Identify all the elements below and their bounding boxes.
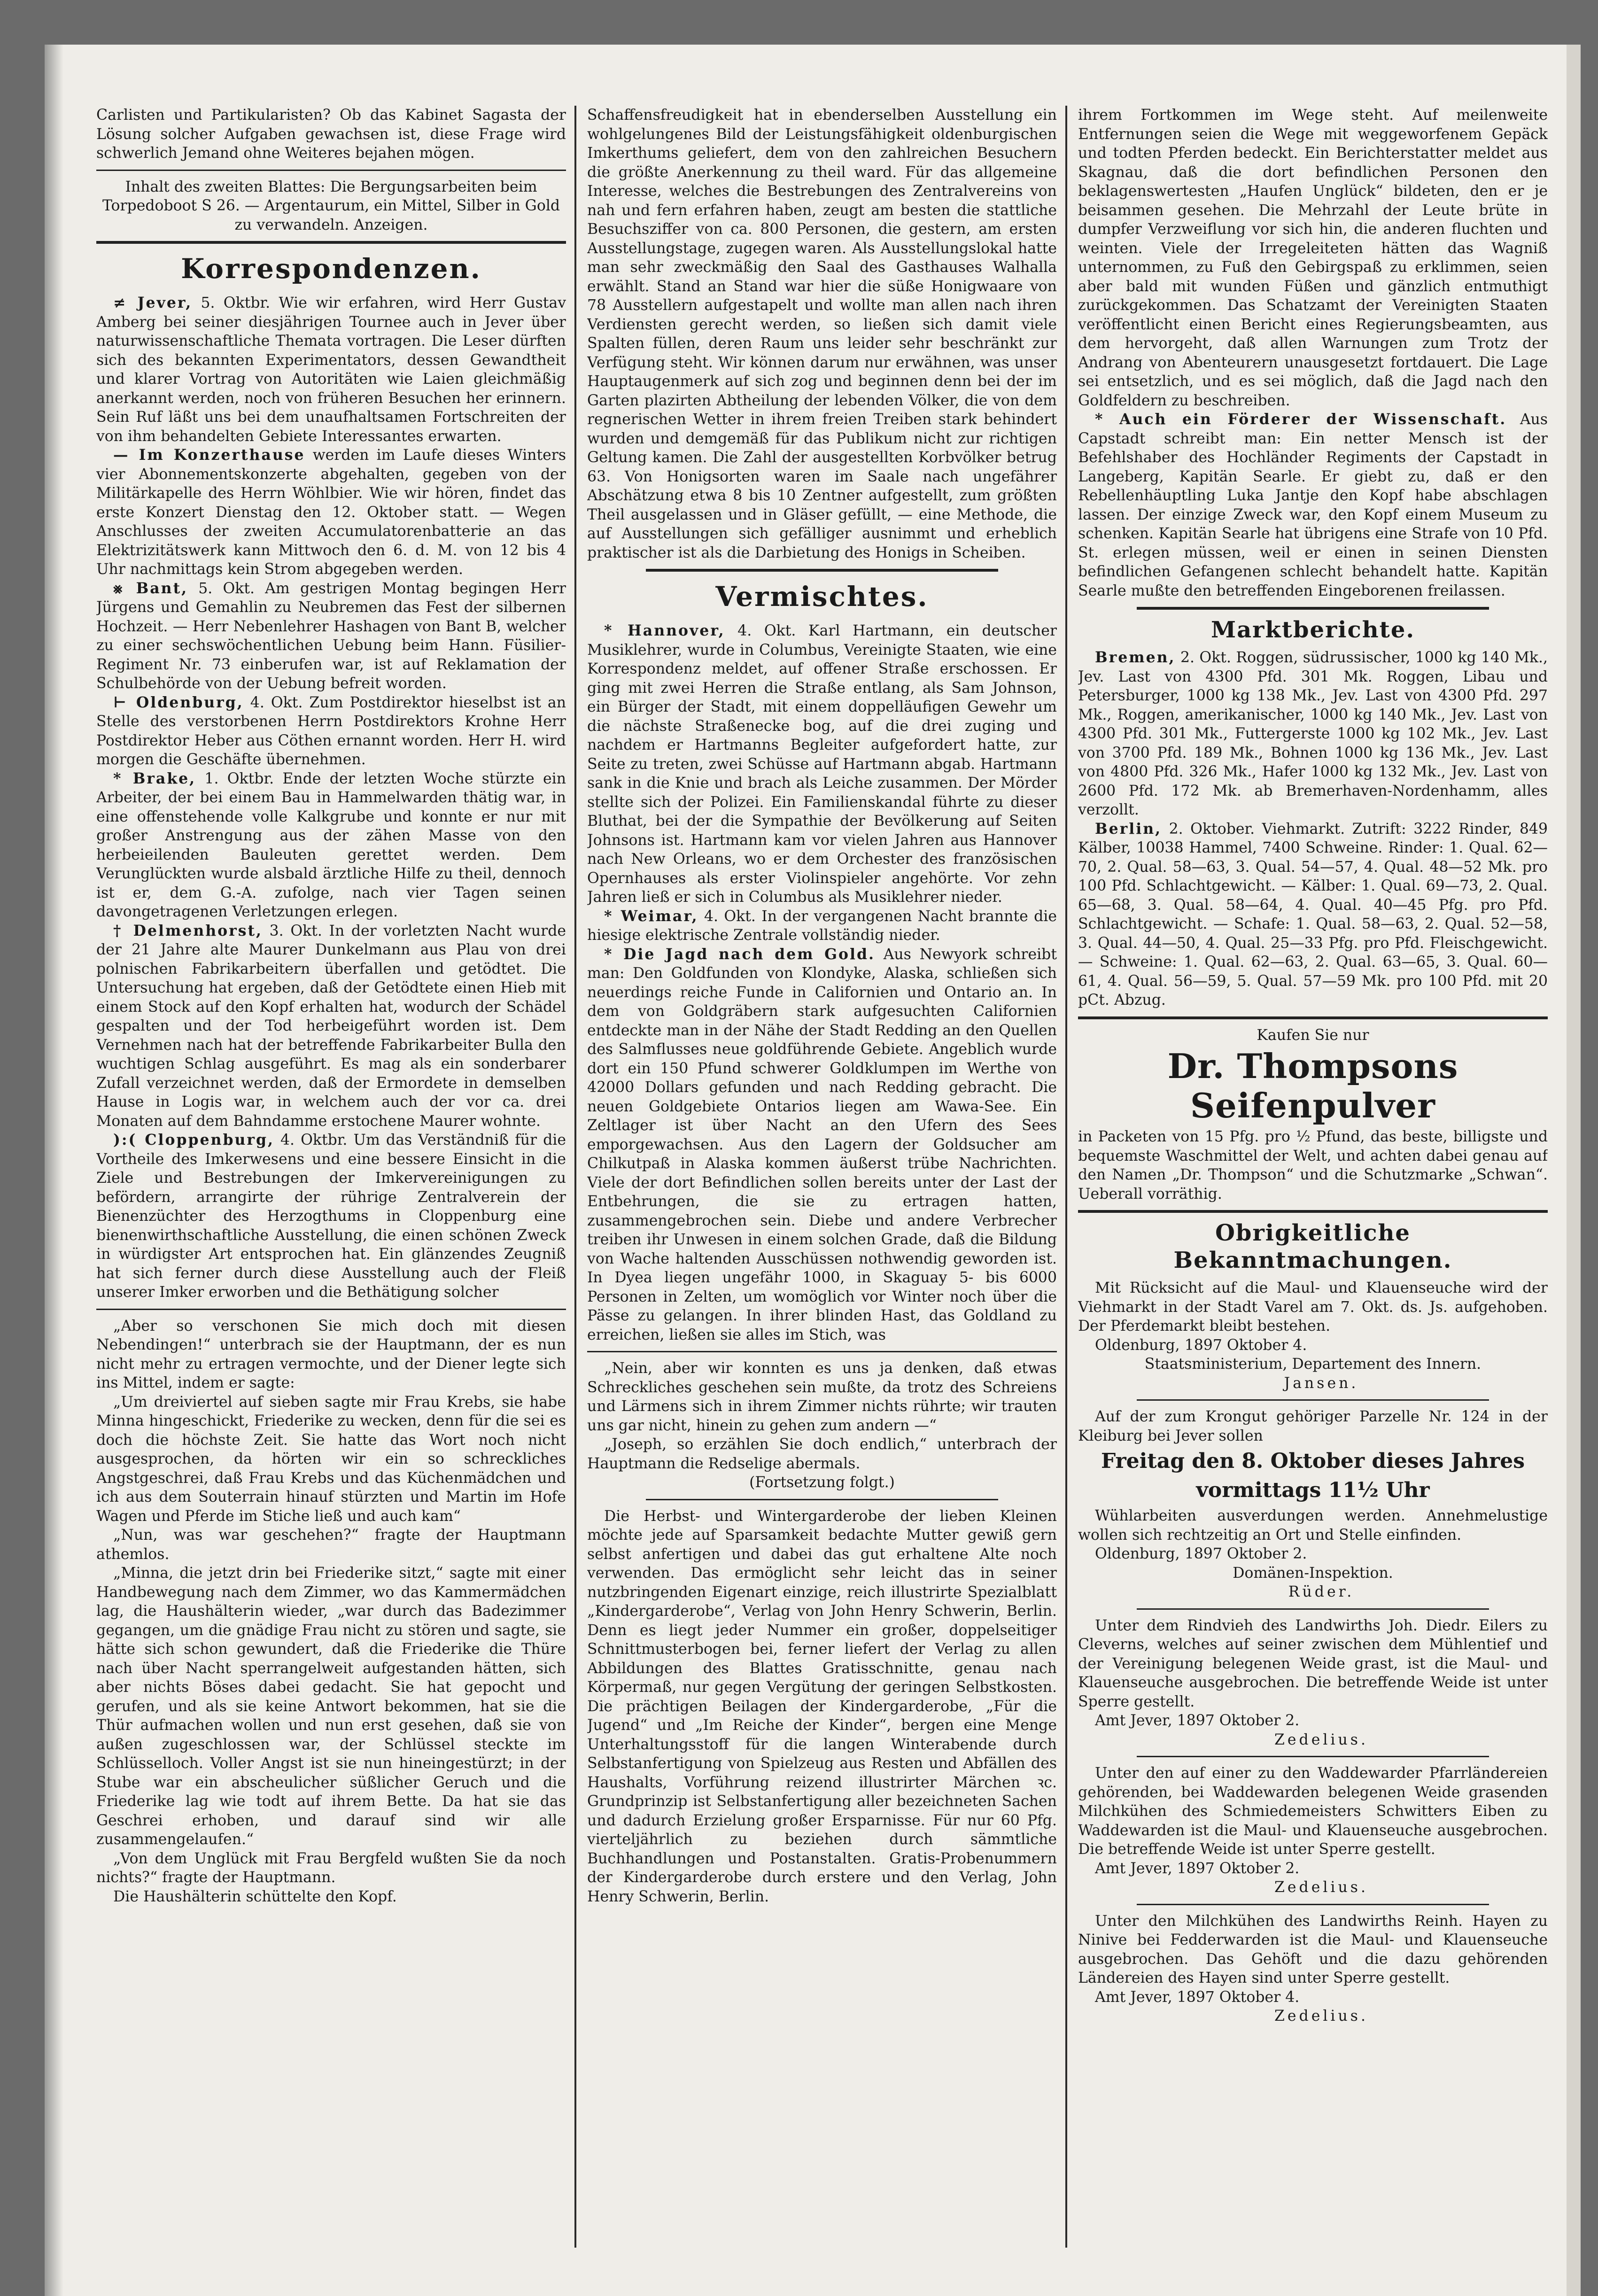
news-text: 4. Okt. Zum Postdirektor hieselbst ist an Stelle des verstorbenen Herrn Postdirektors Krohne Herr Postdirektor Heber aus Cöthen ernannt worden. Herr H. wird morgen die Geschäfte übernehmen. [96, 694, 566, 768]
news-item [96, 294, 566, 446]
ad-body: Packeten von 15 Pfg. pro ½ Pfund, das beste, billigste und bequemste Waschmittel der Welt, und achten dabei genau auf den Namen „Dr. Thompson“ und die Schutzmarke „Schwan“. Ueberall vorräthig. [1078, 1128, 1548, 1202]
dateline: * Die Jagd nach dem Gold. [604, 945, 875, 963]
news-text: Aus Capstadt schreibt man: Ein netter Mensch ist der Befehlshaber des Hochländer Regiments der Capstadt in Langeberg, Kapitän Searle. Er giebt zu, daß er den Rebellenhäuptling Luka Jantje den Kopf habe abschlagen lassen. Der einzige Zweck war, den Kopf einem Museum zu schenken. Kapitän Searle hat übrigens eine Strafe von 10 Pfd. St. erlegen müssen, weil er einen in seinen Diensten befindlichen Gefangenen schlecht behandelt hatte. Kapitän Searle mußte den betreffenden Eingeborenen freilassen. [1078, 411, 1548, 599]
notice-signature: Zedelius. [1274, 1879, 1368, 1896]
notice-text: Wühlarbeiten ausverdungen werden. Annehmelustige wollen sich rechtzeitig an Ort und Stelle einfinden. [1078, 1507, 1548, 1544]
news-item [96, 446, 566, 579]
news-item [96, 579, 566, 693]
divider [1137, 1756, 1489, 1757]
news-text: 4. Okt. Karl Hartmann, ein deutscher Musiklehrer, wurde in Columbus, Vereinigte Staaten, wie eine Korrespondenz meldet, auf offener Straße erschossen. Er ging mit zwei Herren die Straße entlang, als Sam Johnson, ein Bürger der Stadt, mit einem doppelläufigen Gewehr um die nächste Straßenecke bog, auf die drei zuging und nachdem er Hartmanns Begleiter aufgefordert hatte, zur Seite zu treten, zwei Schüsse auf Hartmann abgab. Hartmann sank in die Knie und brach als Leiche zusammen. Der Mörder stellte sich der Polizei. Ein Familienskandal führte zu dieser Bluthat, bei der die Sympathie der Bevölkerung auf Seiten Johnsons ist. Hartmann kam vor vielen Jahren aus Hannover nach New Orleans, wo er dem Orchester des französischen Opernhauses als erster Violinspieler angehörte. Vor zehn Jahren ließ er sich in Columbus als Musiklehrer nieder. [587, 622, 1057, 906]
divider [1137, 1608, 1489, 1610]
news-text: Aus Newyork schreibt man: Den Goldfunden von Klondyke, Alaska, schließen sich neuerdings reiche Funde in Californien und Ontario an. In dem von Goldgräbern stark aufgesuchten Californien entdeckte man in der Nähe der Stadt Redding an den Quellen des Salmflusses neue goldführende Gebiete. Angeblich wurde dort ein 150 Pfund schwerer Goldklumpen im Werthe von 42000 Dollars gefunden und nach Redding gebracht. Die neuen Goldgebiete Ontarios liegen am Wawa-See. Ein Zeltlager ist über Nacht an den Ufern des Sees emporgewachsen. Aus den Lagern der Goldsucher am Chilkutpaß in Alaska kommen äußerst trübe Nachrichten. Viele der dort Befindlichen sollen bereits unter der Last der Entbehrungen, die sie zu ertragen hatten, zusammengebrochen sein. Diebe und andere Verbrecher treiben ihr Unwesen in einem solchen Grade, daß die Bildung von Wache haltenden Ausschüssen nothwendig geworden ist. In Dyea liegen ungefähr 1000, in Skaguay 5- bis 6000 Personen in Zelten, um womöglich vor Winter noch über die Pässe zu gelangen. In ihrer blinden Hast, das Goldland zu erreichen, ließen sie alles im Stich, was [587, 946, 1057, 1343]
notice-text: Auf der zum Krongut gehöriger Parzelle Nr. 124 in der Kleiburg bei Jever sollen [1078, 1408, 1548, 1444]
dateline: * Weimar, [604, 907, 698, 925]
notice-date: Amt Jever, 1897 Oktober 2. [1095, 1860, 1300, 1877]
divider [1078, 1210, 1548, 1213]
dateline: * Hannover, [604, 622, 725, 639]
dateline: Bremen, [1095, 649, 1176, 666]
news-item [96, 922, 566, 1131]
news-item [96, 693, 566, 769]
notice-date: Oldenburg, 1897 Oktober 4. [1095, 1336, 1307, 1354]
notice-text: Unter den Milchkühen des Landwirths Reinh. Hayen zu Ninive bei Fedderwarden ist die Maul- und Klauenseuche ausgebrochen. Das Gehöft und die dazu gehörenden Ländereien des Hayen sind unter Sperre gestellt. [1078, 1912, 1548, 1986]
news-item [96, 769, 566, 922]
divider [646, 1499, 998, 1500]
news-text: werden im Laufe dieses Winters vier Abonnementskonzerte abgehalten, gegeben von der Militärkapelle des Herrn Wöhlbier. Wie wir hören, findet das erste Konzert Dienstag den 12. Oktober statt. — Wegen Anschlusses der zweiten Accumulatorenbatterie an das Elektrizitätswerk kann Mittwoch den 6. d. M. von 12 bis 4 Uhr nachmittags kein Strom abgegeben werden. [96, 447, 566, 578]
notice-date: Amt Jever, 1897 Oktober 4. [1095, 1988, 1300, 2006]
divider [96, 241, 566, 244]
story-paragraph: „Um dreiviertel auf sieben sagte mir Frau Krebs, sie habe Minna hingeschickt, Friederike zu wecken, denn für die sei es doch die höchste Zeit. Sie hatte das Wort noch nicht ausgesprochen, da hörten wir ein so schreckliches Angstgeschrei, daß Frau Krebs und das Küchenmädchen und ich aus dem Souterrain hinauf stürzten und Martin im Hofe Wagen und Pferde im Stiche ließ und auch kam“ [96, 1393, 566, 1525]
continuation-note: (Fortsetzung folgt.) [749, 1474, 895, 1491]
news-item [96, 1131, 566, 1302]
ad-brand: Dr. Thompsons Seifenpulver [1167, 1046, 1458, 1125]
newspaper-page [45, 45, 1581, 2296]
notice-date: Amt Jever, 1897 Oktober 2. [1095, 1712, 1300, 1729]
divider [96, 170, 566, 171]
story-paragraph: Die Haushälterin schüttelte den Kopf. [113, 1888, 397, 1905]
market-report [1078, 648, 1548, 820]
notice-text: Unter dem Rindvieh des Landwirths Joh. Diedr. Eilers zu Cleverns, welches auf seiner zwischen dem Mühlentief und der Vereinigung belegenen Weide grast, ist die Maul- und Klauenseuche ausgebrochen. Die betreffende Weide ist unter Sperre gestellt. [1078, 1617, 1548, 1710]
story-paragraph: „Nun, was war geschehen?“ fragte der Hauptmann athemlos. [96, 1527, 566, 1563]
column-2 [587, 106, 1057, 2248]
market-text: 2. Oktober. Viehmarkt. Zutrift: 3222 Rinder, 849 Kälber, 10038 Hammel, 7400 Schweine. Rinder: 1. Qual. 62—70, 2. Qual. 58—63, 3. Qual. 54—57, 4. Qual. 48—52 Mk. pro 100 Pfd. Schlachtgewicht. — Kälber: 1. Qual. 69—73, 2. Qual. 65—68, 3. Qual. 58—64, 4. Qual. 40—45 Pfg. pro Pfd. Schlachtgewicht. — Schafe: 1. Qual. 58—63, 2. Qual. 52—58, 3. Qual. 44—50, 4. Qual. 25—33 Pfg. pro Pfd. Fleischgewicht. — Schweine: 1. Qual. 62—63, 2. Qual. 63—65, 3. Qual. 60—61, 4. Qual. 56—59, 5. Qual. 57—59 Mk. pro 100 Pfd. mit 20 pCt. Abzug. [1078, 820, 1548, 1008]
dateline: — Im Konzerthause [113, 446, 305, 464]
market-report [1078, 820, 1548, 1010]
news-text: 5. Okt. Am gestrigen Montag begingen Herr Jürgens und Gemahlin zu Neubremen das Fest der silbernen Hochzeit. — Herr Nebenlehrer Hashagen von Bant B, welcher zu einer sechswöchentlichen Uebung beim Hann. Füsilier-Regiment Nr. 73 einberufen war, ist auf Reklamation der Schulbehörde von der Uebung befreit worden. [96, 580, 566, 692]
divider [1137, 607, 1489, 610]
divider [96, 1309, 566, 1310]
dateline: ⊢ Oldenburg, [113, 693, 244, 711]
divider [587, 1351, 1057, 1352]
dateline: † Delmenhorst, [113, 922, 263, 939]
section-heading: Vermischtes. [715, 581, 929, 613]
column-3 [1078, 106, 1548, 2248]
advertorial-text: Die Herbst- und Wintergarderobe der lieben Kleinen möchte jede auf Sparsamkeit bedachte Mutter gewiß gern selbst anfertigen und dabei das gut erhaltene Alte noch verwenden. Das ermöglicht sehr leicht das in seiner nutzbringenden Eigenart einzige, reich illustrirte Spezialblatt „Kindergarderobe“, Verlag von John Henry Schwerin, Berlin. Denn es liegt jeder Nummer ein großer, doppelseitiger Schnittmusterbogen bei, ferner liefert der Verlag zu allen Abbildungen des Blattes Gratisschnitte, genau nach Körpermaß, nur gegen Vergütung der geringen Selbstkosten. Die prächtigen Beilagen der Kindergarderobe, „Für die Jugend“ und „Im Reiche der Kinder“, bergen eine Menge Unterhaltungsstoff für die langen Winterabende durch Selbstanfertigung von Spielzeug aus Resten und Abfällen des Haushalts, Vorführung reizend illustrirter Märchen ꝛc. Grundprinzip ist Selbstanfertigung aller bezeichneten Sachen und dadurch Erzielung großer Ersparnisse. Für nur 60 Pfg. vierteljährlich zu beziehen durch sämmtliche Buchhandlungen und Postanstalten. Gratis-Probenummern der Kindergarderobe durch erstere und den Verlag, John Henry Schwerin, Berlin. [587, 1507, 1057, 1905]
column-rule [1065, 106, 1067, 2248]
story-paragraph: „Aber so verschonen Sie mich doch mit diesen Nebendingen!“ unterbrach sie der Hauptmann, der es nun nicht mehr zu ertragen vermochte, und der Diener legte sich ins Mittel, indem er sagte: [96, 1317, 566, 1391]
section-heading: Marktberichte. [1210, 617, 1415, 643]
divider [646, 569, 998, 572]
notice-office: Staatsministerium, Departement des Innern. [1144, 1356, 1482, 1373]
dateline: Berlin, [1095, 820, 1162, 838]
ad-block [1078, 1047, 1548, 1203]
news-item [1078, 410, 1548, 600]
story-paragraph: „Joseph, so erzählen Sie doch endlich,“ unterbrach der Hauptmann die Redselige abermals. [587, 1436, 1057, 1472]
page-shadow [45, 45, 63, 2296]
news-item [587, 945, 1057, 1345]
dateline: ⨳ Bant, [113, 579, 188, 597]
notice-text: Unter den auf einer zu den Waddewarder Pfarrländereien gehörenden, bei Waddewarden belegenen Weide grasenden Milchkühen des Schmiedemeisters Schwitters Eiben zu Waddewarden ist die Maul- und Klauenseuche ausgebrochen. Die betreffende Weide ist unter Sperre gestellt. [1078, 1765, 1548, 1858]
ad-text [1078, 1127, 1548, 1203]
notice-date: Oldenburg, 1897 Oktober 2. [1095, 1545, 1307, 1562]
ad-kicker: Kaufen Sie nur [1257, 1026, 1369, 1044]
notice-highlight: vormittags 11½ Uhr [1196, 1478, 1430, 1502]
contents-box: Inhalt des zweiten Blattes: Die Bergungsarbeiten beim Torpedoboot S 26. — Argentaurum, ein Mittel, Silber in Gold zu verwandeln. Anzeigen. [102, 178, 560, 233]
story-paragraph: „Von dem Unglück mit Frau Bergfeld wußten Sie da noch nichts?“ fragte der Hauptmann. [96, 1850, 566, 1886]
divider [1137, 1904, 1489, 1905]
page-edge [1567, 45, 1581, 2296]
notice-signature: Jansen. [1284, 1374, 1359, 1392]
divider [1078, 1016, 1548, 1019]
section-heading: Obrigkeitliche Bekanntmachungen. [1173, 1220, 1452, 1273]
notice-signature: Rüder. [1288, 1583, 1355, 1600]
notice-signature: Zedelius. [1274, 2008, 1368, 2025]
section-heading: Korrespondenzen. [181, 253, 481, 285]
dateline: * Auch ein Förderer der Wissenschaft. [1095, 411, 1507, 428]
dateline: * Brake, [113, 769, 196, 787]
notice-highlight: Freitag den 8. Oktober dieses Jahres [1101, 1449, 1525, 1473]
dateline: ):( Cloppenburg, [113, 1131, 274, 1148]
news-text: 1. Oktbr. Ende der letzten Woche stürzte ein Arbeiter, der bei einem Bau in Hammelwarden thätig war, in eine offenstehende volle Kalkgrube und konnte er nur mit großer Anstrengung aus der zähen Masse von den herbeieilenden Bauleuten gerettet werden. Dem Verunglückten wurde alsbald ärztliche Hilfe zu theil, dennoch ist er, dem G.-A. zufolge, nach vier Tagen seinen davongetragenen Verletzungen erlegen. [96, 770, 566, 920]
article-text: Schaffensfreudigkeit hat in ebenderselben Ausstellung ein wohlgelungenes Bild der Leistungsfähigkeit oldenburgischen Imkerthums geliefert, dem von den zahlreichen Besuchern die größte Anerkennung zu theil ward. Für das allgemeine Interesse, welches die Bestrebungen des Zentralvereins von nah und fern erfahren haben, zeugt am besten die stattliche Besuchsziffer von ca. 800 Personen, die gestern, am ersten Ausstellungstage, zugegen waren. Als Ausstellungslokal hatte man sehr zweckmäßig den Saal des Gasthauses Walhalla erwählt. Stand an Stand war hier die süße Honigwaare von 78 Ausstellern aufgestapelt und wollte man allen nach ihren Verdiensten gerecht werden, so ließen sich damit viele Spalten füllen, deren Raum uns leider sehr beschränkt zur Verfügung steht. Wir können darum nur erwähnen, was unser Hauptaugenmerk auf sich zog und beginnen denn bei der im Garten plazirten Abtheilung der lebenden Völker, die von dem regnerischen Wetter in ihrem freien Treiben stark behindert wurden und demgemäß für das Publikum nicht zur richtigen Geltung kamen. Die Zahl der ausgestellten Korbvölker betrug 63. Von Honigsorten waren im Saale nach ungefährer Abschätzung etwa 8 bis 10 Zentner aufgestellt, zum größten Theil ausgelassen und in Gläser gefüllt, — eine Methode, die auf Ausstellungen sich gefälliger ausnimmt und erheblich praktischer ist als die Darbietung des Honigs in Scheiben. [587, 107, 1057, 561]
story-paragraph: „Minna, die jetzt drin bei Friederike sitzt,“ sagte mit einer Handbewegung nach dem Zimmer, wo das Kammermädchen lag, die Haushälterin wieder, „war durch das Badezimmer gegangen, um die gnädige Frau nicht zu stören und sagte, sie hätte sich schon gewundert, daß die Friederike die Thüre nach über Nacht sperrangelweit aufgestanden hätten, sich aber nichts Böses dabei gedacht. Sie hat gepocht und gerufen, und als sie keine Antwort bekommen, hat sie die Thür aufmachen wollen und nun erst gesehen, daß sie von außen zugeschlossen war, der Schlüssel steckte im Schlüsselloch. Voller Angst ist sie nun hineingestürzt; in der Stube war ein abscheulicher süßlicher Geruch und die Friederike lag wie todt auf ihrem Bette. Da hat sie das Geschrei erhoben, und darauf sind wir alle zusammengelaufen.“ [96, 1565, 566, 1848]
column-1 [96, 106, 566, 2248]
divider [1137, 1399, 1489, 1401]
notice-text: Mit Rücksicht auf die Maul- und Klauenseuche wird der Viehmarkt in der Stadt Varel am 7. Okt. ds. Js. aufgehoben. Der Pferdemarkt bleibt bestehen. [1078, 1280, 1548, 1334]
news-item [587, 621, 1057, 907]
news-text: 4. Oktbr. Um das Verständniß für die Vortheile des Imkerwesens und eine bessere Einsicht in die Ziele und Bestrebungen der Imkervereinigungen zu befördern, arrangirte der rührige Zentralverein der Bienenzüchter des Herzogthums in Cloppenburg eine bienenwirthschaftliche Ausstellung, die einen schönen Zweck in würdigster Art entsprochen hat. Ein glänzendes Zeugniß hat sich ferner durch diese Ausstellung auch der Fleiß unserer Imker erworben und die Bethätigung solcher [96, 1132, 566, 1301]
article-text: ihrem Fortkommen im Wege steht. Auf meilenweite Entfernungen seien die Wege mit weggeworfenem Gepäck und todten Pferden bedeckt. Ein Berichterstatter meldet aus Skagnau, daß die dort befindlichen Personen den beklagenswertesten „Haufen Unglück“ bildeten, den er je beisammen gesehen. Die Mehrzahl der Leute brüte in dumpfer Verzweiflung vor sich hin, die anderen fluchten und weinten. Viele der Irregeleiteten hätten das Wagniß unternommen, zu Fuß den Gebirgspaß zu erklimmen, seien aber bald mit wunden Füßen und gänzlich entmuthigt zurückgekommen. Das Schatzamt der Vereinigten Staaten veröffentlicht einen Bericht eines Regierungsbeamten, aus dem hervorgeht, daß allen Warnungen zum Trotz der Andrang von Abenteurern unausgesetzt fortdauert. Die Lage sei entsetzlich, und es sei möglich, daß die Jagd nach den Goldfeldern zu beschreiben. [1078, 107, 1548, 409]
column-rule [574, 106, 576, 2248]
news-text: 3. Okt. In der vorletzten Nacht wurde der 21 Jahre alte Maurer Dunkelmann aus Plau von drei polnischen Fabrikarbeitern überfallen und getödtet. Die Untersuchung hat ergeben, daß der Getödtete einen Hieb mit einem Stock auf den Kopf erhalten hat, wodurch der Schädel gespalten und der Tod herbeigeführt worden ist. Dem Vernehmen nach hat der betreffende Fabrikarbeiter Bulla den wuchtigen Schlag ausgeführt. Es mag als ein sonderbarer Zufall verzeichnet werden, daß der Ermordete in demselben Hause in Logis war, in welchem auch der vor ca. drei Monaten auf dem Bahndamme erstochene Maurer wohnte. [96, 922, 566, 1130]
news-item [587, 907, 1057, 945]
ad-in: in [1078, 1128, 1093, 1145]
news-text: 4. Okt. In der vergangenen Nacht brannte die hiesige elektrische Zentrale vollständig nieder. [587, 908, 1057, 944]
dateline: ≠ Jever, [113, 294, 193, 311]
story-paragraph: „Nein, aber wir konnten es uns ja denken, daß etwas Schreckliches geschehen sein mußte, da trotz des Schreiens und Lärmens sich in ihrem Zimmer nichts rührte; wir trauten uns gar nicht, hinein zu gehen zum andern —“ [587, 1360, 1057, 1434]
market-text: 2. Okt. Roggen, südrussischer, 1000 kg 140 Mk., Jev. Last von 4300 Pfd. 301 Mk. Roggen, Libau und Petersburger, 1000 kg 138 Mk., Jev. Last von 4300 Pfd. 297 Mk., Roggen, amerikanischer, 1000 kg 140 Mk., Jev. Last von 4300 Pfd. 301 Mk., Futtergerste 1000 kg 102 Mk., Jev. Last von 3700 Pfd. 189 Mk., Bohnen 1000 kg 136 Mk., Jev. Last von 4800 Pfd. 326 Mk., Hafer 1000 kg 132 Mk., Jev. Last von 2600 Pfd. 172 Mk. ab Bremerhaven-Nordenhamm, alles verzollt. [1078, 649, 1548, 818]
article-text: Carlisten und Partikularisten? Ob das Kabinet Sagasta der Lösung solcher Aufgaben gewachsen ist, diese Frage wird schwerlich Jemand ohne Weiteres bejahen mögen. [96, 107, 566, 162]
notice-signature: Zedelius. [1274, 1731, 1368, 1748]
notice-office: Domänen-Inspektion. [1233, 1564, 1393, 1582]
news-text: 5. Oktbr. Wie wir erfahren, wird Herr Gustav Amberg bei seiner diesjährigen Tournee auch in Jever über naturwissenschaftliche Themata vortragen. Die Leser dürften sich des bekannten Experimentators, dessen Gewandtheit und klarer Vortrag von Autoritäten wie Laien gleichmäßig anerkannt werden, noch von früheren Besuchen her erinnern. Sein Ruf läßt uns bei dem unaufhaltsamen Fortschreiten der von ihm behandelten Gebiete Interessantes erwarten. [96, 295, 566, 445]
